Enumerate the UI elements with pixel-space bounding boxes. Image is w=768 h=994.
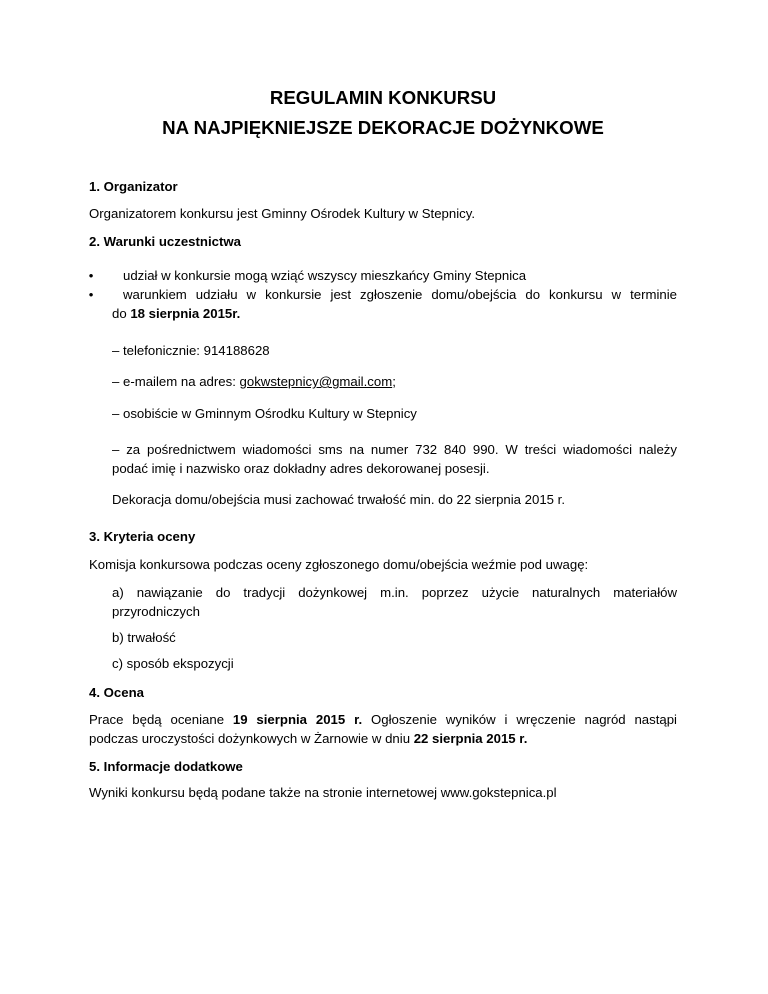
section-5-heading: 5. Informacje dodatkowe bbox=[89, 759, 243, 774]
section-2-heading: 2. Warunki uczestnictwa bbox=[89, 234, 241, 249]
contact-phone: – telefonicznie: 914188628 bbox=[112, 343, 270, 358]
section-5-text: Wyniki konkursu będą podane także na stronie internetowej www.gokstepnica.pl bbox=[89, 785, 557, 800]
criterion-b: b) trwałość bbox=[112, 630, 176, 645]
bullet-dot: • bbox=[88, 268, 94, 283]
section-1-heading: 1. Organizator bbox=[89, 179, 178, 194]
contact-personal: – osobiście w Gminnym Ośrodku Kultury w Stepnicy bbox=[112, 406, 417, 421]
title-line-2: NA NAJPIĘKNIEJSZE DEKORACJE DOŻYNKOWE bbox=[162, 117, 604, 138]
contact-email: – e-mailem na adres: gokwstepnicy@gmail.com; bbox=[112, 374, 396, 389]
email-link[interactable]: gokwstepnicy@gmail.com bbox=[239, 374, 393, 389]
title-line-1: REGULAMIN KONKURSU bbox=[269, 87, 497, 108]
section-3-intro: Komisja konkursowa podczas oceny zgłoszonego domu/obejścia weźmie pod uwagę: bbox=[89, 557, 589, 572]
criterion-a-line-1: a) nawiązanie do tradycji dożynkowej m.in. poprzez użycie naturalnych materiałów bbox=[112, 585, 677, 600]
contact-sms-line-2: podać imię i nazwisko oraz dokładny adres dekorowanej posesji. bbox=[112, 461, 490, 476]
bullet-item-2-date: do 18 sierpnia 2015r. bbox=[112, 306, 241, 321]
contact-sms-line-1: – za pośrednictwem wiadomości sms na numer 732 840 990. W treści wiadomości należy bbox=[112, 442, 677, 457]
section-1-text: Organizatorem konkursu jest Gminny Ośrodek Kultury w Stepnicy. bbox=[89, 206, 476, 221]
criterion-c: c) sposób ekspozycji bbox=[112, 656, 234, 671]
criterion-a-line-2: przyrodniczych bbox=[112, 604, 200, 619]
section-4-heading: 4. Ocena bbox=[89, 685, 144, 700]
section-4-line-2: podczas uroczystości dożynkowych w Żarnowie w dniu 22 sierpnia 2015 r. bbox=[89, 731, 528, 746]
section-3-heading: 3. Kryteria oceny bbox=[89, 529, 196, 544]
bullet-dot: • bbox=[88, 287, 94, 302]
durability-note: Dekoracja domu/obejścia musi zachować trwałość min. do 22 sierpnia 2015 r. bbox=[112, 492, 565, 507]
section-4-line-1: Prace będą oceniane 19 sierpnia 2015 r. Ogłoszenie wyników i wręczenie nagród nastąpi bbox=[89, 712, 677, 727]
